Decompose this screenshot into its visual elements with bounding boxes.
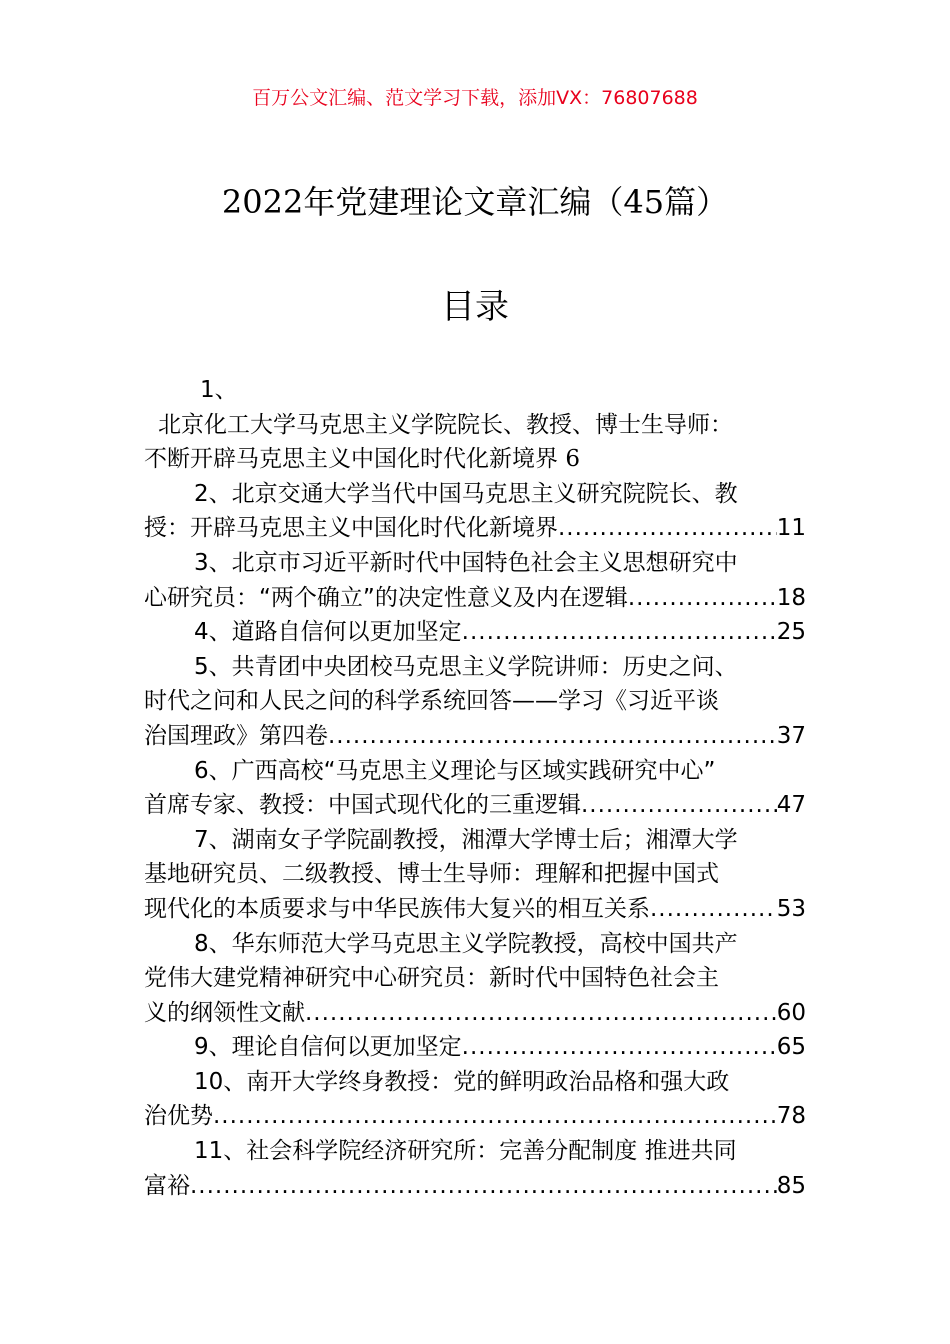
title-year: 2022: [221, 183, 304, 221]
toc-entry-5-page: 37: [776, 722, 806, 749]
toc-entry-7-line-1[interactable]: 7、湖南女子学院副教授，湘潭大学博士后；湘潭大学: [194, 826, 738, 853]
toc-entry-1-line-2[interactable]: 北京化工大学马克思主义学院院长、教授、博士生导师：: [158, 411, 733, 438]
toc-entry-10-text: 治优势: [144, 1103, 213, 1130]
leader-dots: [558, 511, 777, 546]
toc-entry-3-text: 心研究员：“两个确立”的决定性意义及内在逻辑: [144, 584, 628, 611]
toc-entry-5-text: 治国理政》第四卷: [144, 722, 328, 749]
toc-entry-10-line-1[interactable]: 10、南开大学终身教授：党的鲜明政治品格和强大政: [194, 1068, 730, 1095]
toc-entry-3-page: 18: [776, 584, 806, 611]
toc-entry-2-line-1[interactable]: 2、北京交通大学当代中国马克思主义研究院院长、教: [194, 480, 738, 507]
leader-dots: [581, 788, 777, 823]
toc-heading: 目录: [441, 287, 509, 327]
toc-entry-11-line-2[interactable]: [144, 1169, 806, 1204]
toc-entry-2-page: 11: [776, 515, 806, 542]
toc-entry-6-page: 47: [776, 792, 806, 819]
toc-entry-11-text: 富裕: [144, 1172, 190, 1199]
leader-dots: [462, 1030, 777, 1065]
toc-entry-3-line-2[interactable]: [144, 581, 806, 616]
toc-entry-2-text: 授：开辟马克思主义中国化时代化新境界: [144, 515, 558, 542]
toc-entry-7-line-2[interactable]: 基地研究员、二级教授、博士生导师：理解和把握中国式: [144, 861, 719, 888]
toc-entry-1-page: 6: [565, 446, 580, 473]
title-main: 年党建理论文章汇编（: [303, 183, 624, 221]
toc-entry-8-page: 60: [776, 999, 806, 1026]
toc-entry-7-page: 53: [776, 895, 806, 922]
toc-entry-5-line-3[interactable]: [144, 719, 806, 754]
document-title: [0, 180, 950, 224]
toc-entry-8-text: 义的纲领性文献: [144, 999, 305, 1026]
toc-entry-4-page: 25: [776, 619, 806, 646]
leader-dots: [628, 581, 777, 616]
toc-entry-8-line-1[interactable]: 8、华东师范大学马克思主义学院教授，高校中国共产: [194, 930, 738, 957]
toc-entry-1-text: 不断开辟马克思主义中国化时代化新境界: [144, 446, 558, 473]
toc-entry-1-line-3[interactable]: [144, 442, 806, 477]
header-note: 百万公文汇编、范文学习下载，添加VX：76807688: [252, 87, 698, 109]
toc-entry-11-line-1[interactable]: 11、社会科学院经济研究所：完善分配制度 推进共同: [194, 1138, 737, 1165]
toc-entry-6-line-2[interactable]: [144, 788, 806, 823]
toc-entry-9-line-1[interactable]: [144, 1030, 806, 1065]
leader-dots: [462, 615, 777, 650]
toc-entry-4-line-1[interactable]: [144, 615, 806, 650]
table-of-contents: [144, 373, 806, 1203]
toc-entry-9-text: 9、理论自信何以更加坚定: [194, 1034, 462, 1061]
title-end: 篇）: [664, 183, 729, 221]
leader-dots: [305, 996, 777, 1031]
leader-dots: [190, 1169, 777, 1204]
toc-entry-5-line-2[interactable]: 时代之问和人民之问的科学系统回答——学习《习近平谈: [144, 688, 719, 715]
leader-dots: [213, 1099, 777, 1134]
toc-entry-8-line-2[interactable]: 党伟大建党精神研究中心研究员：新时代中国特色社会主: [144, 965, 719, 992]
toc-entry-7-line-3[interactable]: [144, 892, 806, 927]
toc-entry-8-line-3[interactable]: [144, 996, 806, 1031]
toc-entry-1-line-1[interactable]: 1、: [200, 377, 238, 403]
toc-entry-10-page: 78: [776, 1103, 806, 1130]
toc-entry-11-page: 85: [776, 1172, 806, 1199]
title-count: 45: [623, 183, 665, 221]
toc-entry-3-line-1[interactable]: 3、北京市习近平新时代中国特色社会主义思想研究中: [194, 549, 738, 576]
toc-entry-7-text: 现代化的本质要求与中华民族伟大复兴的相互关系: [144, 895, 650, 922]
toc-entry-5-line-1[interactable]: 5、共青团中央团校马克思主义学院讲师：历史之问、: [194, 653, 738, 680]
toc-entry-6-text: 首席专家、教授：中国式现代化的三重逻辑: [144, 792, 581, 819]
toc-entry-10-line-2[interactable]: [144, 1099, 806, 1134]
leader-dots: [328, 719, 777, 754]
toc-entry-2-line-2[interactable]: [144, 511, 806, 546]
leader-dots: [650, 892, 777, 927]
toc-entry-4-text: 4、道路自信何以更加坚定: [194, 619, 462, 646]
toc-entry-9-page: 65: [776, 1034, 806, 1061]
toc-entry-6-line-1[interactable]: 6、广西高校“马克思主义理论与区域实践研究中心”: [194, 757, 716, 784]
